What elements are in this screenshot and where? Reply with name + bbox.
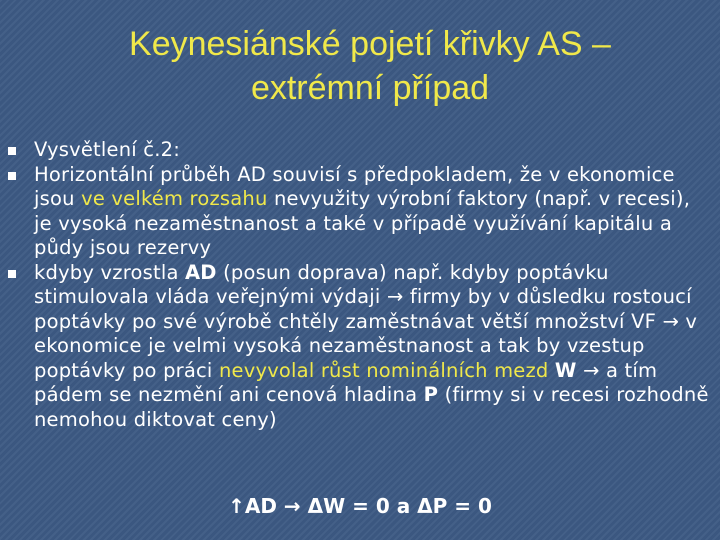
bullet-item-3 <box>0 261 720 433</box>
slide-title <box>60 22 680 110</box>
arrow-icon: → <box>583 358 600 382</box>
square-bullet-icon <box>8 172 16 180</box>
highlighted-text: nevyvolal růst nominálních mezd <box>218 358 549 382</box>
bullet-text: (firmy si v recesi rozhodně nemohou diktovat ceny) <box>34 383 709 431</box>
arrow-icon: → <box>386 285 404 308</box>
bold-term: AD <box>185 260 217 284</box>
bullet-text: v ekonomice je velmi vysoká nezaměstnanost a tak by vzestup poptávky po práci <box>34 309 698 382</box>
bullet-item-2 <box>0 163 720 261</box>
bullet-text: (posun doprava) např. kdyby poptávku stimulovala vláda veřejnými výdaji <box>34 260 609 308</box>
bullet-text: nevyužity výrobní faktory (např. v recesi), je vysoká nezaměstnanost a také v případě využívání kapitálu a půdy jsou rezervy <box>34 187 691 259</box>
bullet-item-1 <box>0 138 720 163</box>
bullet-text: kdyby vzrostla <box>34 260 185 284</box>
square-bullet-icon <box>8 147 16 155</box>
slide-content <box>0 138 720 432</box>
bold-term: P <box>423 383 439 406</box>
title-line-2: extrémní případ <box>250 69 490 107</box>
summary-formula: ↑AD → ΔW = 0 a ΔP = 0 <box>228 494 492 518</box>
title-line-1: Keynesiánské pojetí křivky AS – <box>129 25 611 63</box>
arrow-icon: → <box>662 309 679 333</box>
highlighted-text: ve velkém rozsahu <box>81 187 268 210</box>
bullet-text: Horizontální průběh AD souvisí s předpokladem, že v ekonomice jsou <box>34 162 675 210</box>
bullet-text: firmy by v důsledku rostoucí poptávky po své výrobě chtěly zaměstnávat větší množství VF <box>34 285 692 333</box>
bullet-text: a tím pádem se nezmění ani cenová hladina <box>34 358 658 406</box>
bullet-text: Vysvětlení č.2: <box>34 138 180 161</box>
bold-term: W <box>554 358 577 382</box>
square-bullet-icon <box>8 270 16 278</box>
